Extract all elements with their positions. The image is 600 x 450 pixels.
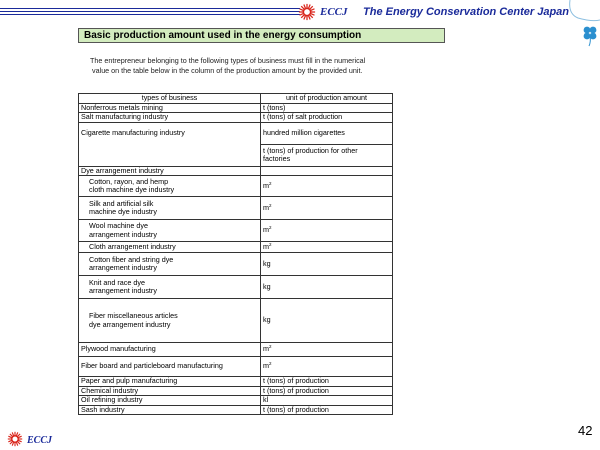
type-line: cloth machine dye industry: [89, 185, 175, 194]
unit-text: m: [263, 225, 269, 235]
type-cell: Cloth arrangement industry: [79, 242, 261, 253]
eccj-logo-icon: [298, 3, 316, 21]
unit-exponent: 2: [269, 361, 272, 367]
unit-line: t (tons) of production for other: [263, 145, 358, 155]
type-cell: [79, 220, 261, 242]
type-cell: [79, 299, 261, 343]
type-cell: Sash industry: [79, 405, 261, 415]
eccj-footer-logo-icon: [7, 431, 23, 447]
unit-cell: [261, 197, 393, 220]
type-cell: Nonferrous metals mining: [79, 103, 261, 113]
type-cell: Dye arrangement industry: [79, 166, 261, 176]
type-line: arrangement industry: [89, 229, 157, 239]
table-row: [79, 276, 393, 299]
type-cell: Fiber board and particleboard manufacturing: [79, 357, 261, 377]
type-line: dye arrangement industry: [89, 319, 171, 329]
unit-text: m: [263, 202, 269, 212]
unit-cell: [261, 166, 393, 176]
table-row: [79, 166, 393, 176]
type-line: arrangement industry: [89, 286, 157, 295]
table-row: [79, 220, 393, 242]
unit-exponent: 2: [269, 180, 272, 186]
table-row: [79, 176, 393, 197]
unit-cell: kg: [261, 299, 393, 343]
table-row: [79, 405, 393, 415]
unit-cell: [261, 176, 393, 197]
unit-cell: kg: [261, 253, 393, 276]
unit-line: factories: [263, 154, 291, 163]
type-line: Cotton, rayon, and hemp: [89, 176, 169, 186]
unit-cell: [261, 242, 393, 253]
unit-exponent: 2: [269, 344, 272, 350]
type-cell: [79, 197, 261, 220]
table-row: [79, 253, 393, 276]
unit-cell: kg: [261, 276, 393, 299]
unit-cell: hundred million cigarettes: [261, 122, 393, 144]
business-unit-table: [78, 93, 393, 415]
unit-exponent: 2: [269, 202, 272, 208]
unit-cell: t (tons): [261, 103, 393, 113]
slide-title: Basic production amount used in the energy consumption: [78, 28, 445, 43]
type-cell: Chemical industry: [79, 386, 261, 396]
type-cell: [79, 253, 261, 276]
footer-brand: ECCJ: [27, 435, 53, 446]
unit-cell: [261, 220, 393, 242]
unit-text: m: [263, 344, 269, 354]
type-line: Knit and race dye: [89, 277, 145, 287]
unit-cell: t (tons) of production: [261, 405, 393, 415]
type-line: Cotton fiber and string dye: [89, 254, 174, 264]
column-header-type: types of business: [79, 94, 261, 104]
unit-cell: [261, 144, 393, 166]
type-line: arrangement industry: [89, 263, 157, 272]
table-header-row: [79, 94, 393, 104]
unit-cell: kl: [261, 396, 393, 406]
table-row: [79, 197, 393, 220]
type-line: Silk and artificial silk: [89, 198, 154, 208]
unit-cell: [261, 343, 393, 357]
type-line: Wool machine dye: [89, 221, 148, 230]
type-cell: [79, 276, 261, 299]
header-rule: [0, 8, 300, 17]
column-header-unit: unit of production amount: [261, 94, 393, 104]
table-row: [79, 396, 393, 406]
intro-text: [90, 56, 450, 76]
table-row: [79, 299, 393, 343]
type-cell: Cigarette manufacturing industry: [79, 122, 261, 166]
table-row: [79, 113, 393, 123]
unit-cell: [261, 357, 393, 377]
page-number: 42: [578, 423, 593, 438]
type-line: Fiber miscellaneous articles: [89, 311, 178, 320]
unit-text: m: [263, 241, 269, 251]
unit-exponent: 2: [269, 225, 272, 231]
type-line: machine dye industry: [89, 207, 157, 216]
table-row: [79, 343, 393, 357]
type-cell: Paper and pulp manufacturing: [79, 377, 261, 387]
type-cell: Oil refining industry: [79, 396, 261, 406]
unit-text: m: [263, 361, 269, 371]
type-cell: Plywood manufacturing: [79, 343, 261, 357]
unit-exponent: 2: [269, 241, 272, 247]
type-cell: [79, 176, 261, 197]
table-row: [79, 122, 393, 144]
header-brand: ECCJ: [320, 6, 348, 18]
type-cell: Salt manufacturing industry: [79, 113, 261, 123]
table-row: [79, 242, 393, 253]
intro-line: The entrepreneur belonging to the following types of business must fill in the numerical: [90, 56, 366, 65]
table-row: [79, 377, 393, 387]
clover-icon: [566, 0, 600, 48]
unit-cell: t (tons) of production: [261, 377, 393, 387]
unit-cell: t (tons) of salt production: [261, 113, 393, 123]
table-row: [79, 357, 393, 377]
header-org-name: The Energy Conservation Center Japan: [363, 6, 569, 18]
unit-cell: t (tons) of production: [261, 386, 393, 396]
intro-line: value on the table below in the column of the production amount by the provided unit.: [92, 66, 363, 75]
unit-text: m: [263, 180, 269, 190]
